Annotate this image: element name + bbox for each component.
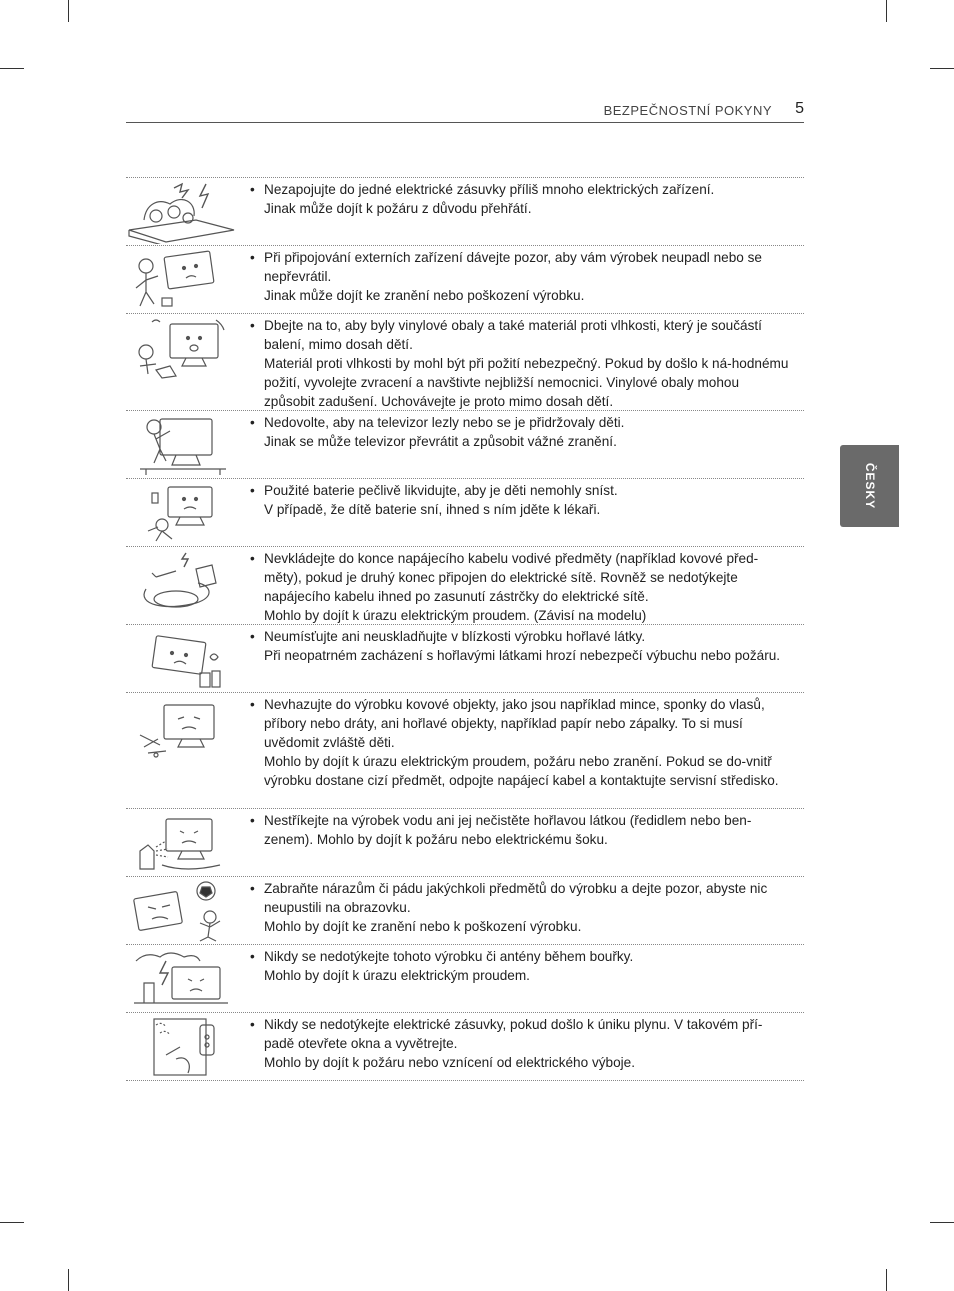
instruction-text xyxy=(250,947,790,985)
instruction-line: Nestříkejte na výrobek vodu ani jej nečistěte hořlavou látkou (ředidlem nebo ben-zenem). Mohlo by dojít k požáru nebo elektrickému šoku. xyxy=(264,813,752,848)
language-tab xyxy=(840,445,899,527)
safety-row xyxy=(126,178,804,246)
instruction-line: Mohlo by dojít k úrazu elektrickým proudem. xyxy=(264,968,530,984)
bullet: • xyxy=(250,697,255,712)
instruction-text xyxy=(250,481,790,519)
gas-leak-socket-icon xyxy=(126,1015,236,1079)
child-swallowing-battery-icon xyxy=(126,481,236,545)
safety-row xyxy=(126,547,804,625)
ball-hitting-screen-icon xyxy=(126,879,236,943)
instruction-line: Nevkládejte do konce napájecího kabelu vodivé předměty (například kovové před-měty), pokud je druhý konec připojen do elektrické sítě. Rovněž se nedotýkejte napájecího kabelu ihned po zasunutí zástrčky do elektrické sítě. xyxy=(264,551,759,605)
instruction-line: Nezapojujte do jedné elektrické zásuvky příliš mnoho elektrických zařízení. xyxy=(264,182,715,197)
instruction-line: Jinak se může televizor převrátit a způsobit vážné zranění. xyxy=(264,434,617,450)
instruction-line: Mohlo by dojít k úrazu elektrickým proudem. (Závisí na modelu) xyxy=(264,608,647,624)
safety-row xyxy=(126,314,804,411)
instruction-line: Při připojování externích zařízení dávejte pozor, aby vám výrobek neupadl nebo se nepřevrátil. xyxy=(264,250,762,285)
section-title: BEZPEČNOSTNÍ POKYNY xyxy=(603,103,772,118)
bullet: • xyxy=(250,1017,255,1032)
instruction-line: V případě, že dítě baterie sní, ihned s ním jděte k lékaři. xyxy=(264,502,601,518)
bullet: • xyxy=(250,483,255,498)
instruction-text xyxy=(250,549,790,625)
conductive-object-in-plug-icon xyxy=(126,549,236,613)
crop-mark xyxy=(886,0,887,22)
safety-row xyxy=(126,246,804,314)
safety-instructions-list xyxy=(126,177,804,1081)
bullet: • xyxy=(250,551,255,566)
safety-row xyxy=(126,411,804,479)
instruction-text xyxy=(250,180,790,218)
crop-mark xyxy=(68,0,69,22)
instruction-text xyxy=(250,627,790,665)
page-number: 5 xyxy=(795,100,804,117)
instruction-line: Neumísťujte ani neuskladňujte v blízkosti výrobku hořlavé látky. xyxy=(264,629,646,644)
crop-mark xyxy=(68,1269,69,1291)
bullet: • xyxy=(250,250,255,265)
flammable-substances-icon xyxy=(126,627,236,691)
instruction-text xyxy=(250,316,790,411)
instruction-line: Jinak může dojít ke zranění nebo poškození výrobku. xyxy=(264,288,585,304)
safety-row xyxy=(126,479,804,547)
bullet: • xyxy=(250,881,255,896)
overloaded-socket-icon xyxy=(126,180,236,244)
spraying-water-icon xyxy=(126,811,236,875)
crop-mark xyxy=(886,1269,887,1291)
language-tab-label: ČESKY xyxy=(862,462,877,510)
child-with-plastic-bag-icon xyxy=(126,316,236,380)
crop-mark xyxy=(0,1222,24,1223)
thunderstorm-icon xyxy=(126,947,236,1011)
instruction-text xyxy=(250,811,790,849)
safety-row xyxy=(126,693,804,809)
instruction-line: Nikdy se nedotýkejte elektrické zásuvky, pokud došlo k úniku plynu. V takovém pří-padě otevřete okna a vyvětrejte. xyxy=(264,1017,763,1052)
bullet: • xyxy=(250,949,255,964)
bullet: • xyxy=(250,415,255,430)
instruction-line: Nevhazujte do výrobku kovové objekty, jako jsou například mince, sponky do vlasů, příbory nebo dráty, ani hořlavé objekty, například papír nebo zápalky. To si musí uvědomit zvláště děti. xyxy=(264,697,765,751)
safety-row xyxy=(126,877,804,945)
safety-row xyxy=(126,809,804,877)
safety-row xyxy=(126,625,804,693)
bullet: • xyxy=(250,318,255,333)
metal-objects-in-tv-icon xyxy=(126,695,236,759)
instruction-line: Dbejte na to, aby byly vinylové obaly a také materiál proti vlhkosti, který je součástí balení, mimo dosah dětí. xyxy=(264,318,762,353)
bullet: • xyxy=(250,813,255,828)
safety-row xyxy=(126,945,804,1013)
tv-tipping-over-icon xyxy=(126,248,236,312)
instruction-line: Mohlo by dojít ke zranění nebo k poškození výrobku. xyxy=(264,919,582,935)
instruction-text xyxy=(250,248,790,305)
instruction-line: Mohlo by dojít k úrazu elektrickým proudem, požáru nebo zranění. Pokud se do-vnitř výrobku dostane cizí předmět, odpojte napájecí kabel a kontaktujte servisní středisko. xyxy=(264,754,779,789)
instruction-line: Materiál proti vlhkosti by mohl být při požití nebezpečný. Pokud by došlo k ná-hodnému požití, vyvolejte zvracení a navštivte nejbližší nemocnici. Vinylové obaly mohou způsobit zadušení. Uchovávejte je proto mimo dosah dětí. xyxy=(264,356,789,410)
crop-mark xyxy=(930,68,954,69)
instruction-line: Nikdy se nedotýkejte tohoto výrobku či antény během bouřky. xyxy=(264,949,634,964)
instruction-text xyxy=(250,879,790,936)
instruction-line: Jinak může dojít k požáru z důvodu přehřátí. xyxy=(264,201,532,217)
instruction-text xyxy=(250,1015,790,1072)
instruction-line: Nedovolte, aby na televizor lezly nebo se je přidržovaly děti. xyxy=(264,415,625,430)
instruction-line: Mohlo by dojít k požáru nebo vznícení od elektrického výboje. xyxy=(264,1055,636,1071)
crop-mark xyxy=(930,1222,954,1223)
page-header xyxy=(126,100,804,123)
instruction-line: Zabraňte nárazům či pádu jakýchkoli předmětů do výrobku a dejte pozor, abyste nic neupustili na obrazovku. xyxy=(264,881,768,916)
child-climbing-tv-icon xyxy=(126,413,236,477)
bullet: • xyxy=(250,629,255,644)
safety-row xyxy=(126,1013,804,1081)
instruction-line: Při neopatrném zacházení s hořlavými látkami hrozí nebezpečí výbuchu nebo požáru. xyxy=(264,648,781,664)
instruction-text xyxy=(250,695,790,790)
bullet: • xyxy=(250,182,255,197)
instruction-line: Použité baterie pečlivě likvidujte, aby je děti nemohly sníst. xyxy=(264,483,618,498)
instruction-text xyxy=(250,413,790,451)
crop-mark xyxy=(0,68,24,69)
